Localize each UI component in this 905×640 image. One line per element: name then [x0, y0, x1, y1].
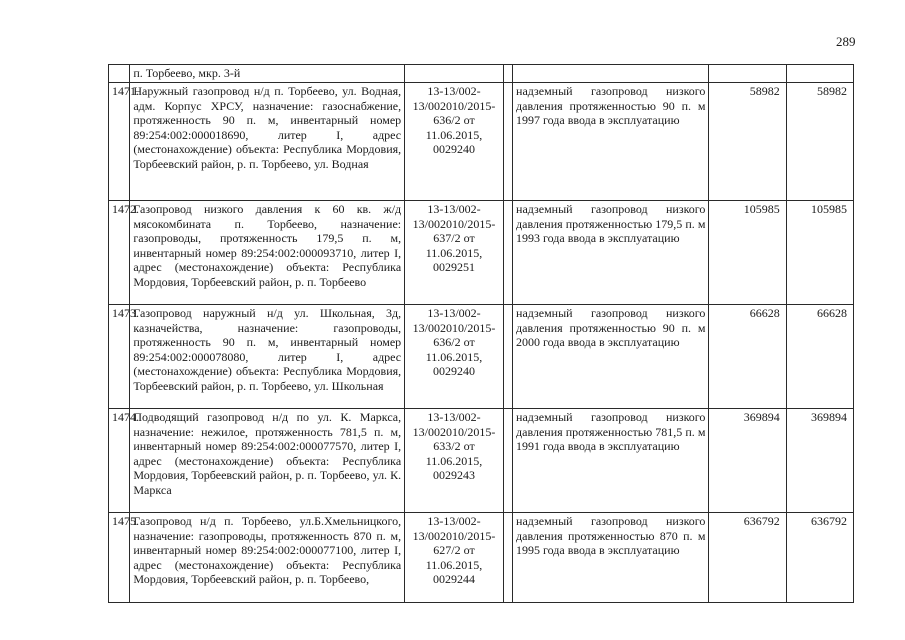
value-cell: 636792: [786, 513, 853, 603]
value-cell: 66628: [786, 305, 853, 409]
characteristic-cell: надземный газопровод низкого давления протяженностью 870 п. м 1995 года ввода в эксплуатацию: [513, 513, 709, 603]
registration-cell: 13-13/002-13/002010/2015-636/2 от 11.06.2015, 0029240: [405, 305, 504, 409]
row-number-cell: [109, 65, 130, 83]
value-cell: 58982: [709, 83, 786, 201]
object-name-cell: Газопровод низкого давления к 60 кв. ж/д мясокомбината п. Торбеево, назначение: газопроводы, протяженность 179,5 п. м, инвентарный номер 89:254:002:000093710, литер I, адрес (местонахождение) объекта: Республика Мордовия, Торбеевский район, р. п. Торбеево: [130, 201, 405, 305]
property-table: [108, 64, 854, 603]
value-cell: [786, 65, 853, 83]
registration-cell: 13-13/002-13/002010/2015-627/2 от 11.06.2015, 0029244: [405, 513, 504, 603]
table-row: [109, 409, 854, 513]
empty-cell: [503, 65, 512, 83]
table-row: [109, 513, 854, 603]
value-cell: 66628: [709, 305, 786, 409]
characteristic-cell: [513, 65, 709, 83]
object-name-cell: Газопровод наружный н/д ул. Школьная, 3д, казначейства, назначение: газопроводы, протяженность 90 п. м, инвентарный номер 89:254:002:000078080, литер I, адрес (местонахождение) объекта: Республика Мордовия, Торбеевский район, р. п. Торбеево, ул. Школьная: [130, 305, 405, 409]
table-row-continuation: [109, 65, 854, 83]
row-number-cell: 1471.: [109, 83, 130, 201]
value-cell: 58982: [786, 83, 853, 201]
value-cell: 105985: [786, 201, 853, 305]
characteristic-cell: надземный газопровод низкого давления протяженностью 179,5 п. м 1993 года ввода в эксплуатацию: [513, 201, 709, 305]
value-cell: 369894: [786, 409, 853, 513]
row-number-cell: 1475.: [109, 513, 130, 603]
value-cell: 369894: [709, 409, 786, 513]
row-number-cell: 1474.: [109, 409, 130, 513]
characteristic-cell: надземный газопровод низкого давления протяженностью 90 п. м 2000 года ввода в эксплуатацию: [513, 305, 709, 409]
table-row: [109, 305, 854, 409]
object-name-cell: Подводящий газопровод н/д по ул. К. Маркса, назначение: нежилое, протяженность 781,5 п. м, инвентарный номер 89:254:002:000077570, литер I, адрес (местонахождение) объекта: Республика Мордовия, Торбеевский район, р. п. Торбеево, ул. К. Маркса: [130, 409, 405, 513]
object-name-cell: Наружный газопровод н/д п. Торбеево, ул. Водная, адм. Корпус ХРСУ, назначение: газоснабжение, протяженность 90 п. м, инвентарный номер 89:254:002:000018690, литер I, адрес (местонахождение) объекта: Республика Мордовия, Торбеевский район, р. п. Торбеево, ул. Водная: [130, 83, 405, 201]
page-number: 289: [836, 34, 856, 49]
registration-cell: 13-13/002-13/002010/2015-633/2 от 11.06.2015, 0029243: [405, 409, 504, 513]
empty-cell: [503, 201, 512, 305]
registration-cell: [405, 65, 504, 83]
characteristic-cell: надземный газопровод низкого давления протяженностью 781,5 п. м 1991 года ввода в эксплуатацию: [513, 409, 709, 513]
table-row: [109, 83, 854, 201]
row-number-cell: 1472.: [109, 201, 130, 305]
object-name-cell: п. Торбеево, мкр. 3-й: [130, 65, 405, 83]
row-number-cell: 1473.: [109, 305, 130, 409]
object-name-cell: Газопровод н/д п. Торбеево, ул.Б.Хмельницкого, назначение: газопроводы, протяженность 870 п. м, инвентарный номер 89:254:002:000077100, литер I, адрес (местонахождение) объекта: Республика Мордовия, Торбеевский район, р. п. Торбеево,: [130, 513, 405, 603]
empty-cell: [503, 305, 512, 409]
value-cell: 105985: [709, 201, 786, 305]
value-cell: 636792: [709, 513, 786, 603]
empty-cell: [503, 513, 512, 603]
empty-cell: [503, 409, 512, 513]
registration-cell: 13-13/002-13/002010/2015-636/2 от 11.06.2015, 0029240: [405, 83, 504, 201]
empty-cell: [503, 83, 512, 201]
registration-cell: 13-13/002-13/002010/2015-637/2 от 11.06.2015, 0029251: [405, 201, 504, 305]
characteristic-cell: надземный газопровод низкого давления протяженностью 90 п. м 1997 года ввода в эксплуатацию: [513, 83, 709, 201]
table-row: [109, 201, 854, 305]
value-cell: [709, 65, 786, 83]
